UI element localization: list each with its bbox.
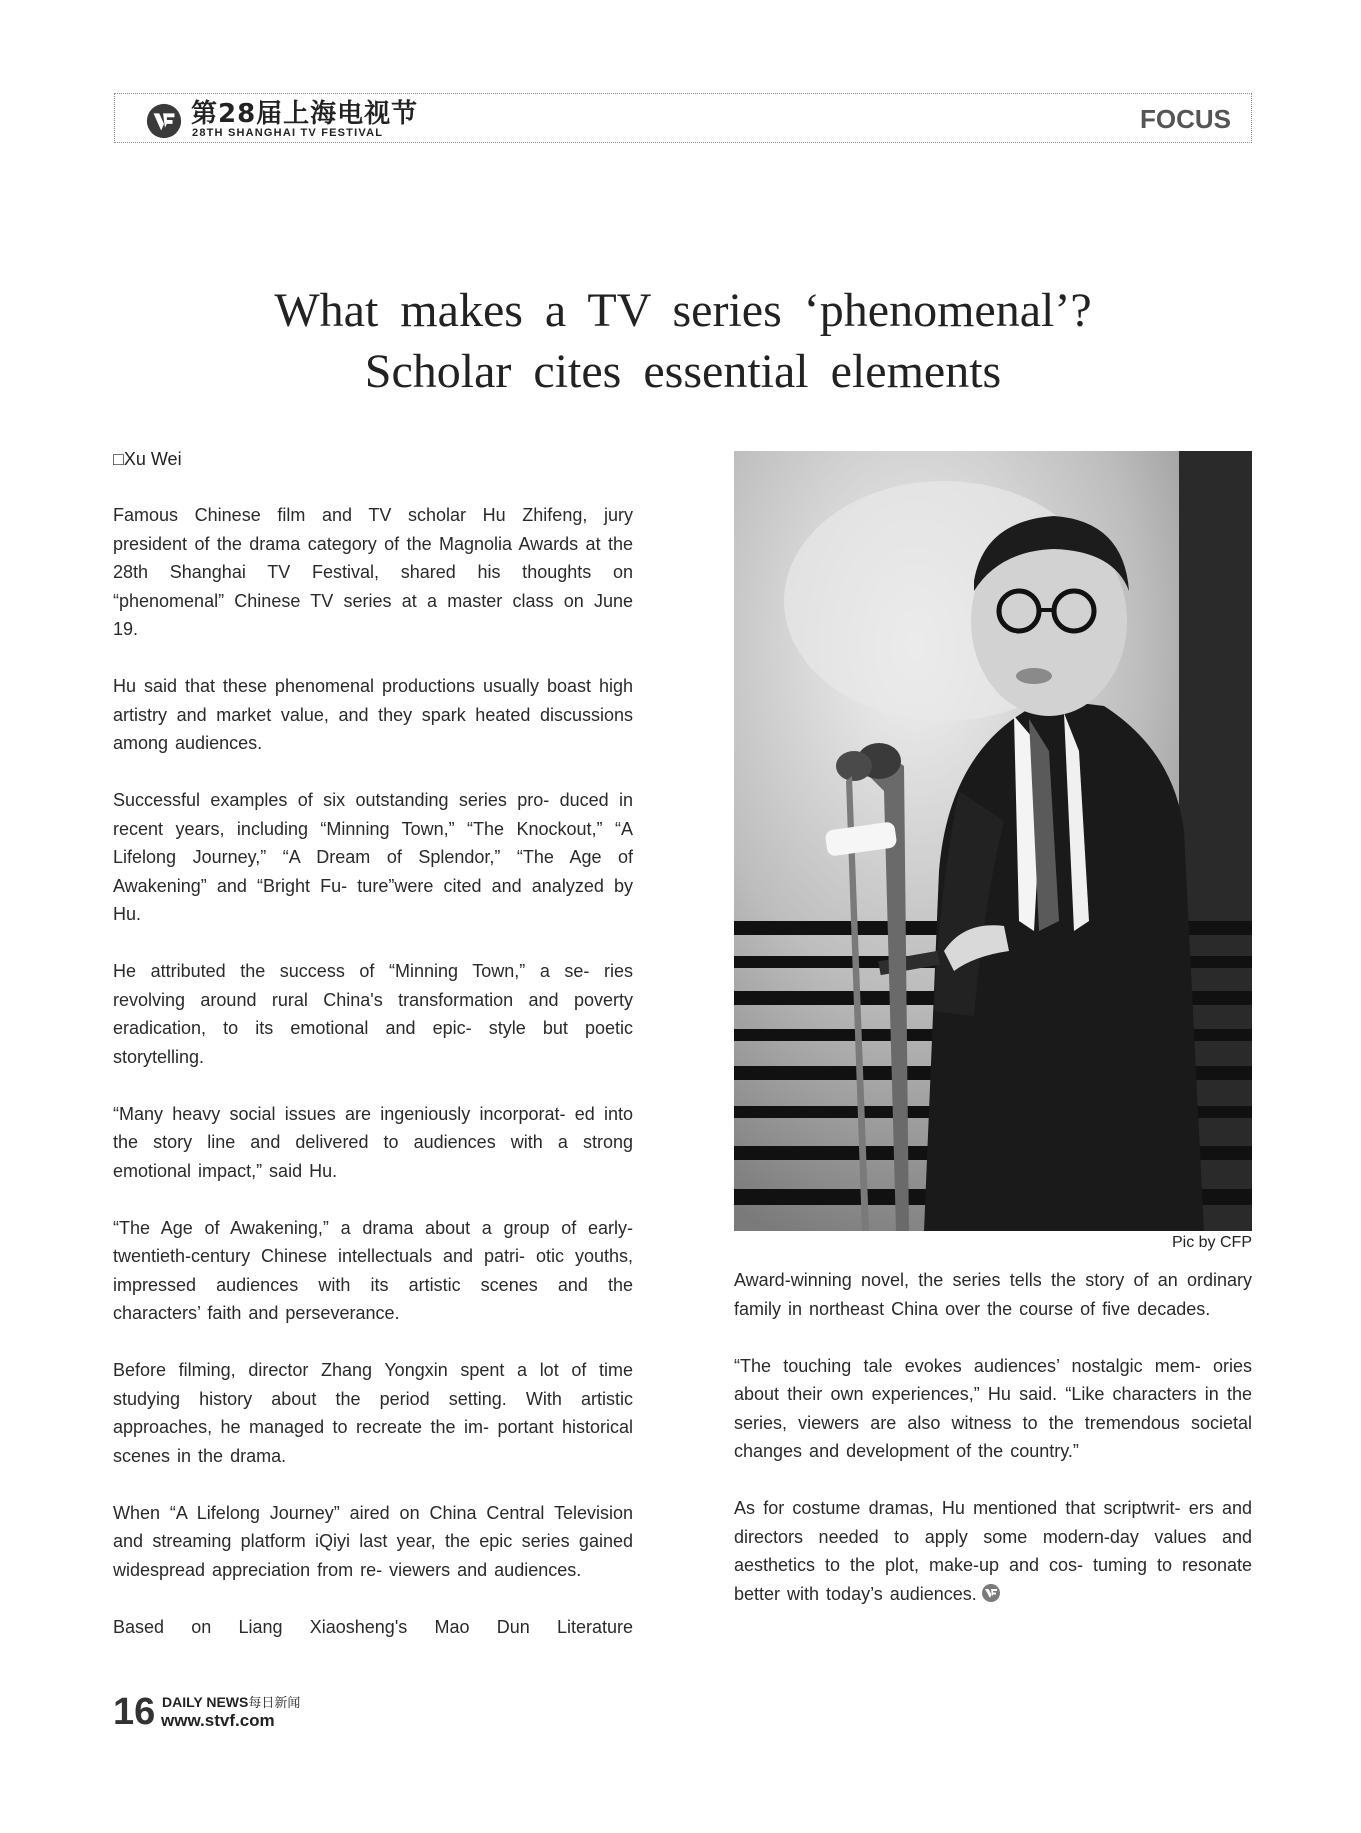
paragraph: “The Age of Awakening,” a drama about a group of early-twentieth-century Chinese intellectuals and patri- otic youths, impressed audiences with its artistic scenes and the characters’ faith and perseverance. <box>113 1217 633 1323</box>
photo-credit: Pic by CFP <box>1171 1234 1252 1251</box>
publication-name-cn: 每日新闻 <box>248 1696 301 1711</box>
festival-name-en: 28TH SHANGHAI TV FESTIVAL <box>192 127 384 139</box>
speaker-photo-illustration <box>734 451 1252 1231</box>
speaker-photo <box>734 451 1252 1231</box>
paragraph-last <box>734 1494 1252 1608</box>
paragraph: Based on Liang Xiaosheng's Mao Dun Literature <box>113 1616 633 1637</box>
section-label: FOCUS <box>1140 104 1231 134</box>
paragraph: Award-winning novel, the series tells the story of an ordinary family in northeast China over the course of five decades. <box>734 1270 1252 1319</box>
right-column <box>734 1266 1252 1637</box>
paragraph: Successful examples of six outstanding series pro- duced in recent years, including “Minning Town,” “The Knockout,” “A Lifelong Journey,” “A Dream of Splendor,” “The Age of Awakening” and “Bright Fu- ture”were cited and analyzed by Hu. <box>113 790 633 924</box>
paragraph-text: As for costume dramas, Hu mentioned that scriptwrit- ers and directors needed to apply some modern-day values and aesthetics to the plot, make-up and cos- tuming to resonate better with today’s audiences. <box>734 1498 1252 1604</box>
paragraph: “Many heavy social issues are ingeniously incorporat- ed into the story line and delivered to audiences with a strong emotional impact,” said Hu. <box>113 1103 633 1181</box>
festival-name-cn: 第28届上海电视节 <box>191 99 419 129</box>
byline: □Xu Wei <box>113 449 182 469</box>
publication-name-en: DAILY NEWS <box>162 1694 249 1710</box>
paragraph: Hu said that these phenomenal productions usually boast high artistry and market value, and they spark heated discussions among audiences. <box>113 676 633 753</box>
publication-url: www.stvf.com <box>161 1711 275 1730</box>
publication-name <box>162 1694 300 1712</box>
page-number: 16 <box>113 1691 156 1733</box>
paragraph: Before filming, director Zhang Yongxin spent a lot of time studying history about the period setting. With artistic approaches, he managed to recreate the im- portant historical scenes in the drama. <box>113 1360 633 1466</box>
paragraph: When “A Lifelong Journey” aired on China Central Television and streaming platform iQiyi last year, the epic series gained widespread appreciation from re- viewers and audiences. <box>113 1502 633 1580</box>
festival-logo-icon <box>145 102 183 140</box>
paragraph: He attributed the success of “Minning Town,” a se- ries revolving around rural China's transformation and poverty eradication, to its emotional and epic- style but poetic storytelling. <box>113 961 633 1067</box>
end-of-article-icon <box>981 1583 1001 1603</box>
left-column <box>113 501 633 1670</box>
paragraph: Famous Chinese film and TV scholar Hu Zhifeng, jury president of the drama category of the Magnolia Awards at the 28th Shanghai TV Festival, shared his thoughts on “phenomenal” Chinese TV series at a master class on June 19. <box>113 505 633 639</box>
page-header <box>114 93 1252 143</box>
headline-line-2: Scholar cites essential elements <box>364 345 1002 398</box>
article-headline <box>114 280 1252 402</box>
headline-line-1: What makes a TV series ‘phenomenal’? <box>274 284 1092 337</box>
paragraph: “The touching tale evokes audiences’ nostalgic mem- ories about their own experiences,” Hu said. “Like characters in the series, viewers are also witness to the tremendous societal changes and development of the country.” <box>734 1355 1252 1461</box>
